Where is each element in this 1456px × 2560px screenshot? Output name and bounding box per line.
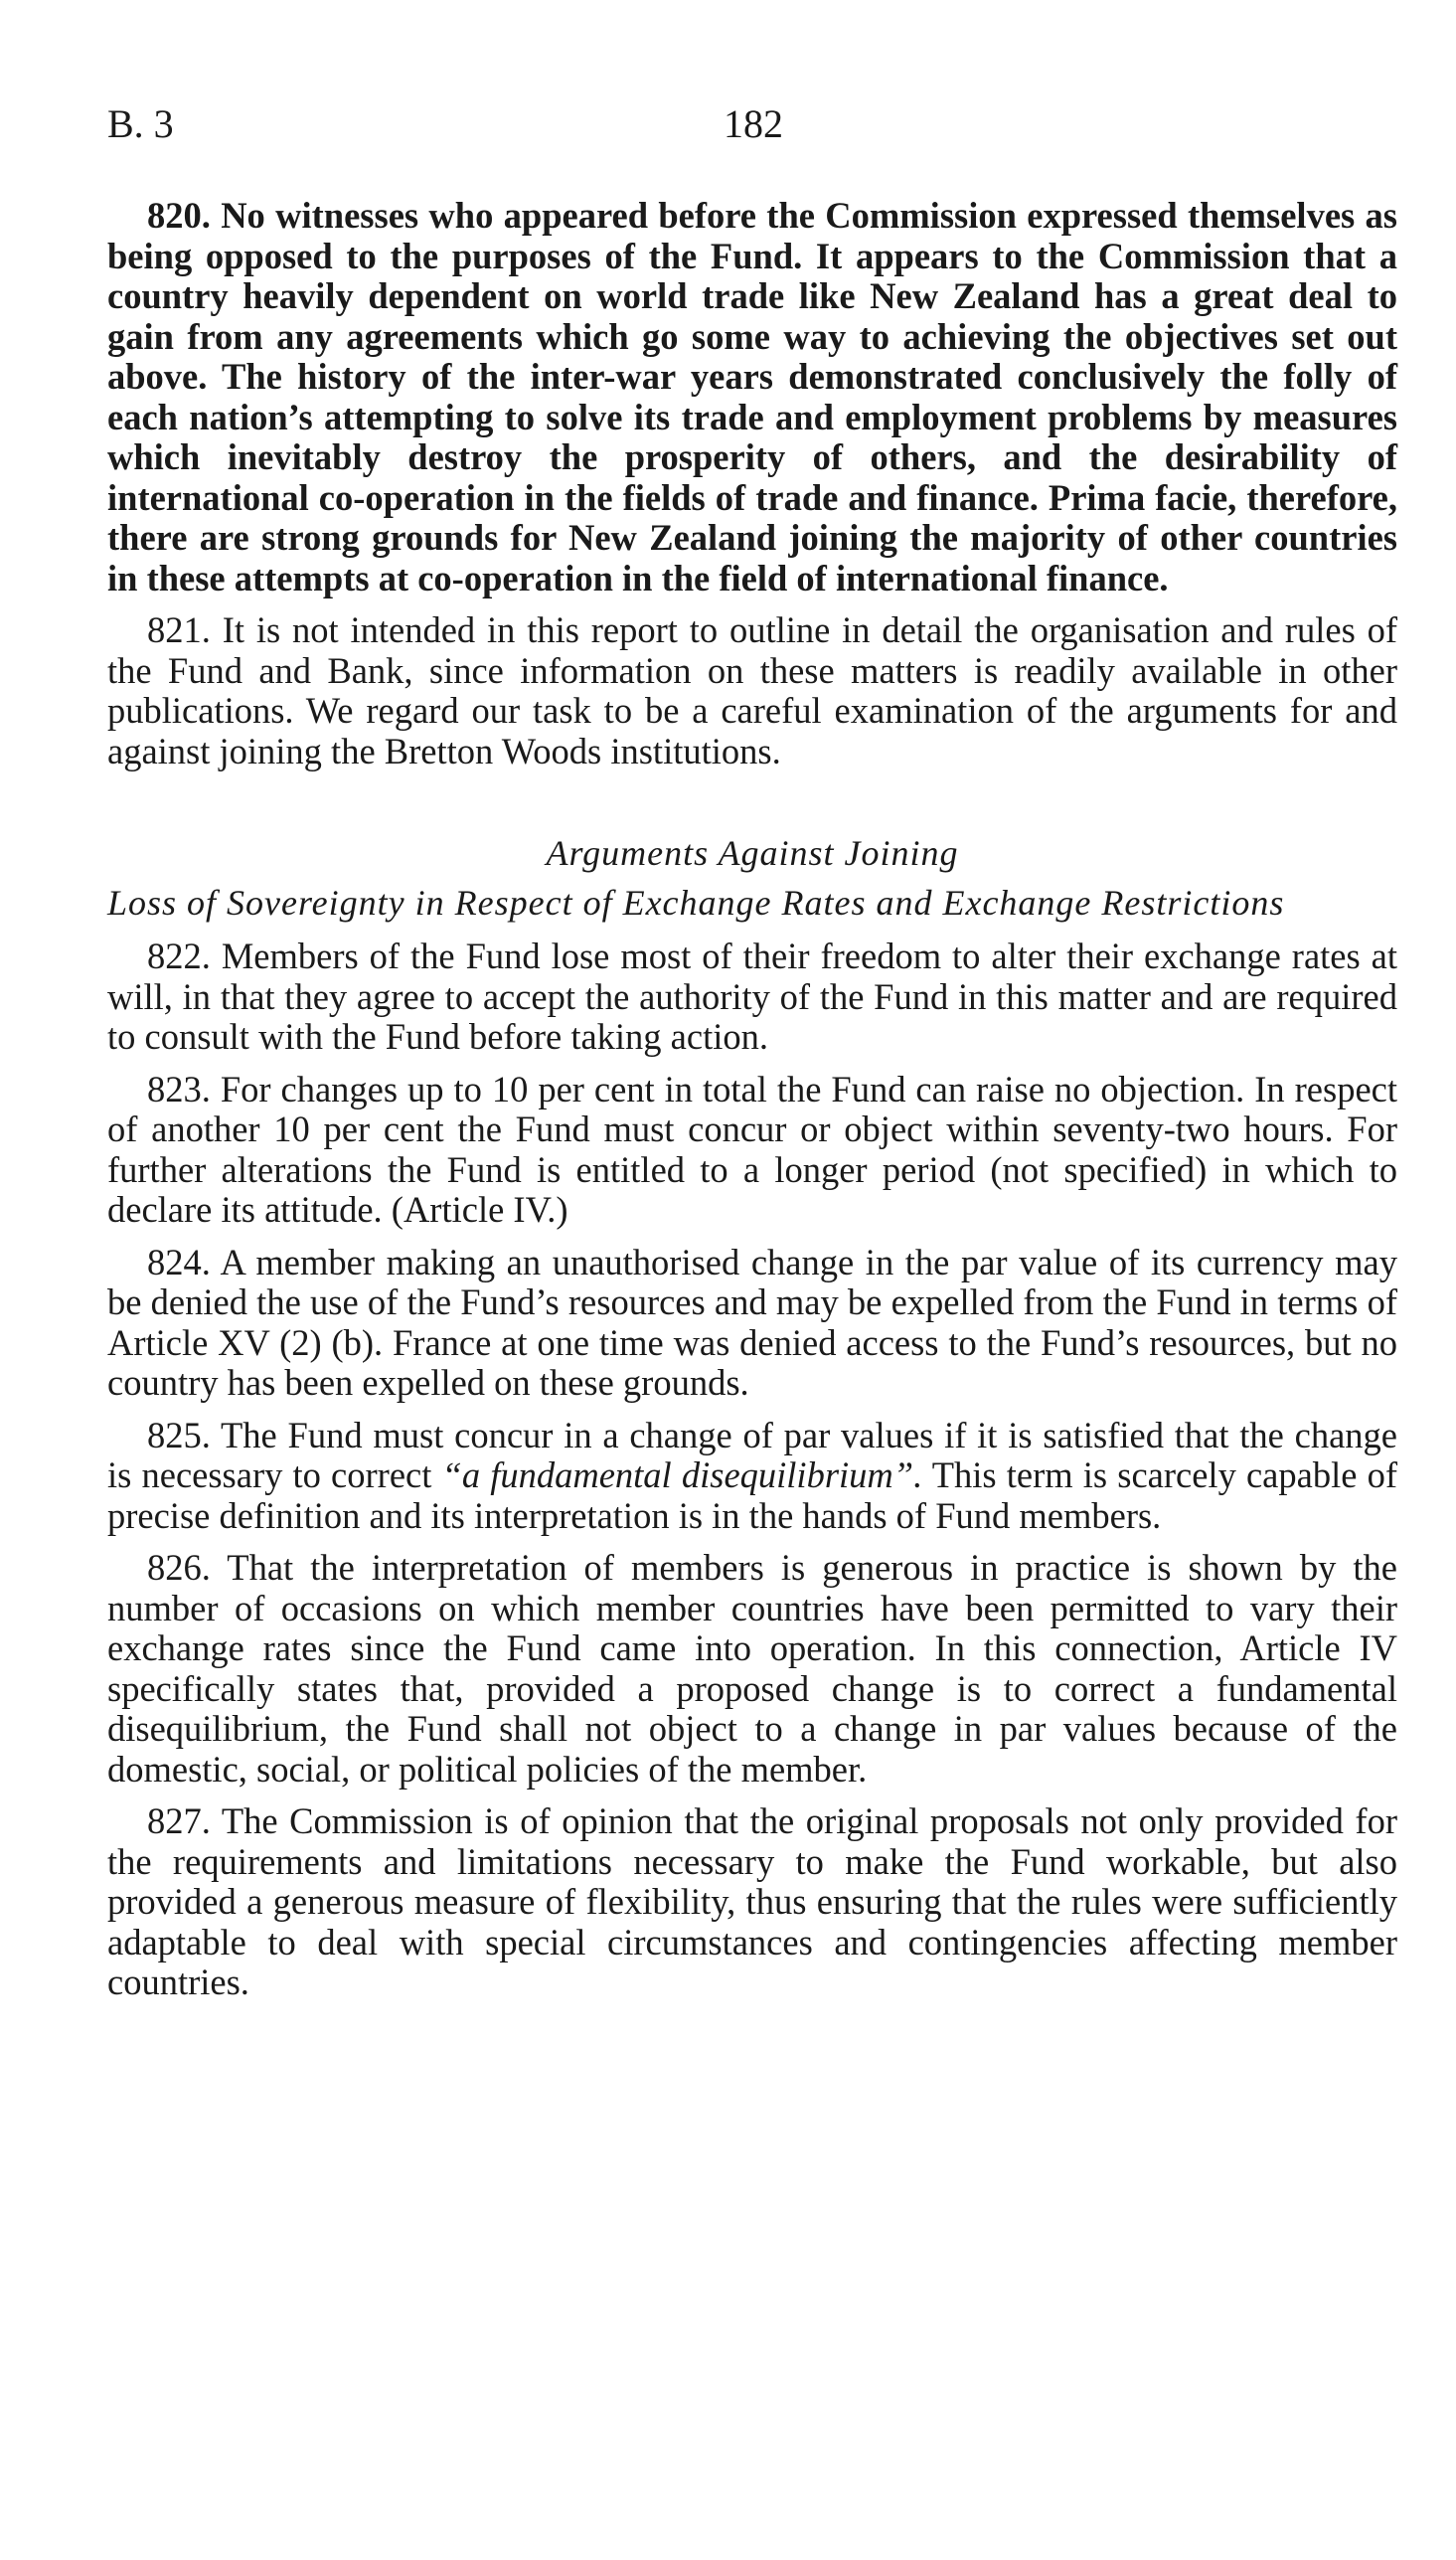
paragraph-text: That the interpretation of members is generous in practice is shown by the number of occasions on which member countries have been permitted to vary their exchange rates since the Fund came into operation. In this connection, Article IV specifically states that, provided a proposed change is to correct a fundamental disequilibrium, the Fund shall not object to a change in par values because of the domestic, social, or political policies of the member. bbox=[107, 1547, 1397, 1790]
page-number: 182 bbox=[724, 101, 783, 146]
paragraph-number: 823. bbox=[147, 1068, 211, 1109]
paragraph-text: For changes up to 10 per cent in total the Fund can raise no objection. In respect of another 10 per cent the Fund must concur or object within seventy-two hours. For further alterations the Fund is entitled to a longer period (not specified) in which to declare its attitude. (Article IV.) bbox=[107, 1068, 1397, 1230]
paragraph-number: 827. bbox=[147, 1800, 211, 1841]
paragraph-text: It is not intended in this report to outline in detail the organisation and rules of the Fund and Bank, since information on these matters is readily available in other publications. We regard our task to be a careful examination of the arguments for and against joining the Bretton Woods institutions. bbox=[107, 609, 1398, 771]
document-page bbox=[107, 94, 1397, 2015]
paragraph-text: Members of the Fund lose most of their freedom to alter their exchange rates at will, in that they agree to accept the authority of the Fund in this matter and are required to consult with the Fund before taking action. bbox=[107, 936, 1397, 1057]
paragraph-number: 820. bbox=[147, 195, 211, 236]
paragraph-822 bbox=[107, 937, 1397, 1058]
subsection-heading: Loss of Sovereignty in Respect of Exchange Rates and Exchange Restrictions bbox=[107, 883, 1285, 923]
paragraph-number: 821. bbox=[147, 609, 211, 650]
paragraph-826 bbox=[107, 1548, 1397, 1790]
paragraph-823 bbox=[107, 1070, 1397, 1231]
italic-quote: “a fundamental disequilibrium”. bbox=[441, 1454, 923, 1495]
paragraph-text-continued: This term is scarcely capable of precise definition and its interpretation is in the hands of Fund members. bbox=[107, 1454, 1397, 1536]
paragraph-text: A member making an unauthorised change in the par value of its currency may be denied the use of the Fund’s resources and may be expelled from the Fund in terms of Article XV (2) (b). France at one time was denied access to the Fund’s resources, but no country has been expelled on these grounds. bbox=[107, 1241, 1397, 1403]
paragraph-820 bbox=[107, 196, 1397, 598]
paragraph-number: 826. bbox=[147, 1547, 211, 1588]
section-heading: Arguments Against Joining bbox=[546, 833, 959, 873]
paragraph-text: The Commission is of opinion that the original proposals not only provided for the requirements and limitations necessary to make the Fund workable, but also provided a generous measure of flexibility, thus ensuring that the rules were sufficiently adaptable to deal with special circumstances and contingencies affecting member countries. bbox=[107, 1800, 1397, 2002]
paragraph-821 bbox=[107, 610, 1397, 771]
paragraph-number: 825. bbox=[147, 1414, 211, 1455]
page-header bbox=[107, 94, 1397, 154]
paragraph-827 bbox=[107, 1801, 1397, 2003]
paragraph-text: No witnesses who appeared before the Commission expressed themselves as being opposed to the purposes of the Fund. It appears to the Commission that a country heavily dependent on world trade like New Zealand has a great deal to gain from any agreements which go some way to achieving the objectives set out above. The history of the inter-war years demonstrated conclusively the folly of each nation’s attempting to solve its trade and employment problems by measures which inevitably destroy the prosperity of others, and the desirability of international co-operation in the fields of trade and finance. Prima facie, therefore, there are strong grounds for New Zealand joining the majority of other countries in these attempts at co-operation in the field of international finance. bbox=[107, 195, 1398, 598]
paragraph-text: The Fund must concur in a change of par values if it is satisfied that the change is necessary to correct bbox=[107, 1414, 1397, 1495]
paragraph-824 bbox=[107, 1243, 1397, 1404]
document-code: B. 3 bbox=[107, 101, 174, 146]
paragraph-number: 822. bbox=[147, 936, 211, 976]
paragraph-825 bbox=[107, 1416, 1397, 1537]
paragraph-number: 824. bbox=[147, 1241, 211, 1282]
page-content bbox=[107, 196, 1397, 2003]
